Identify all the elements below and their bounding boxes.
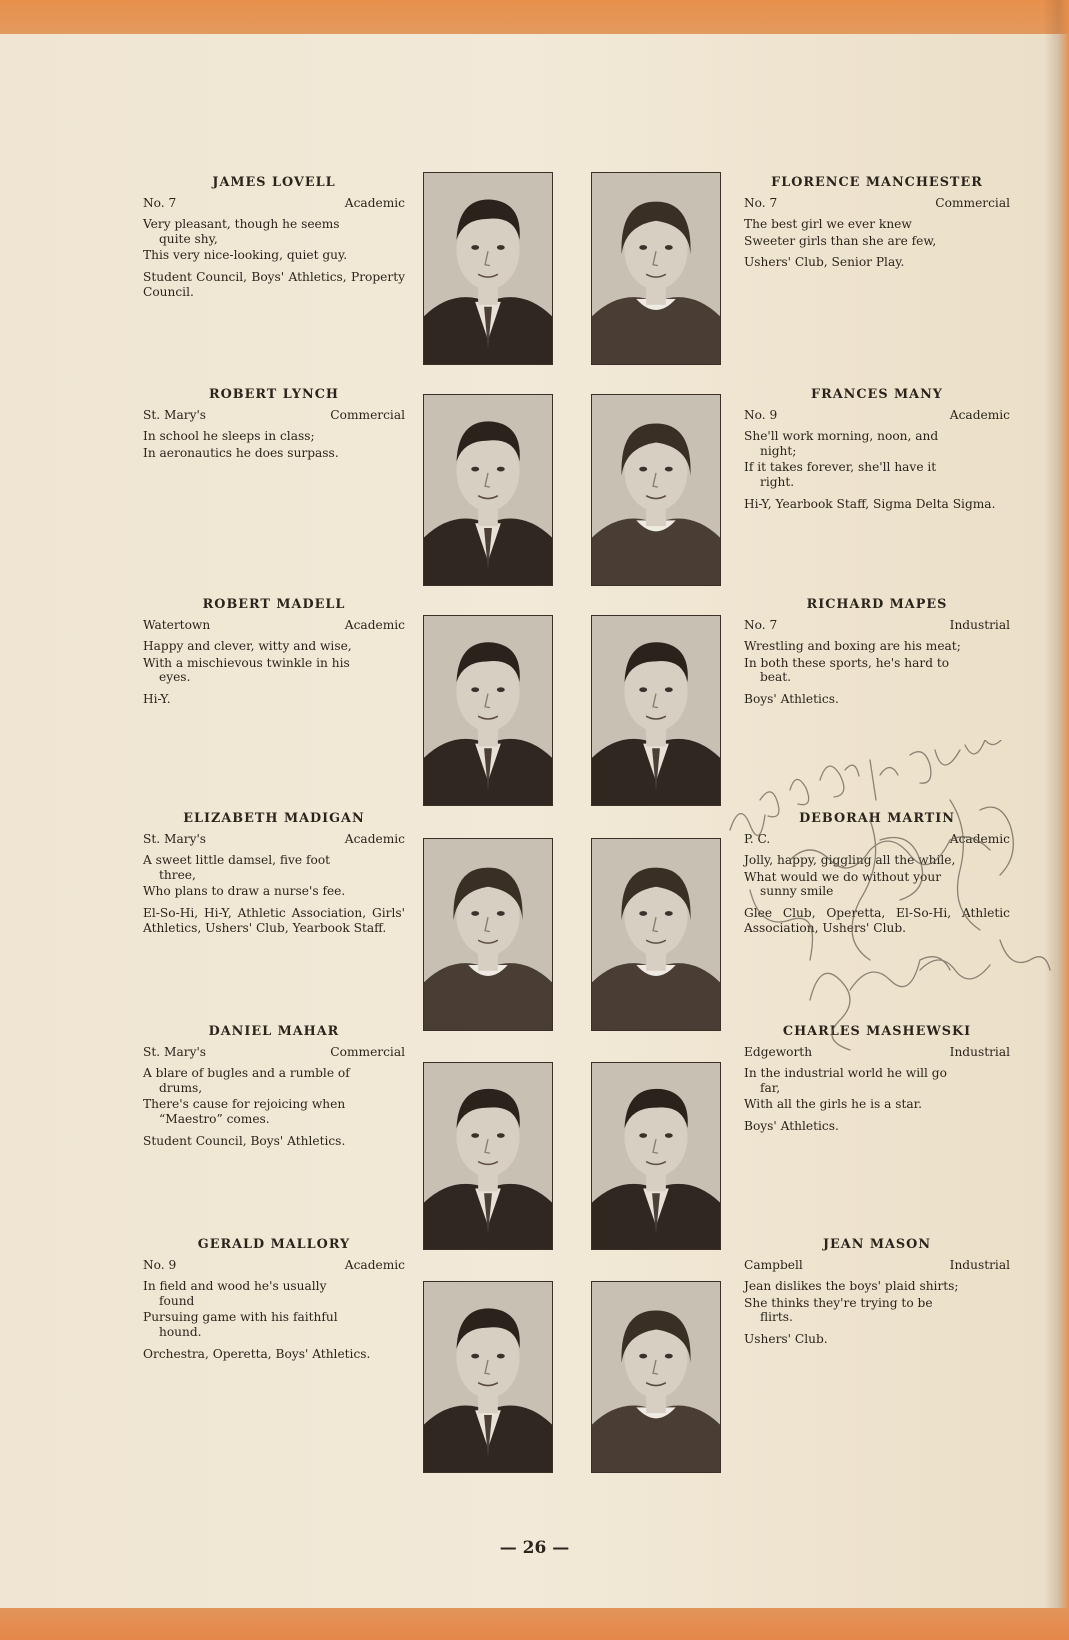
school-course-line (143, 618, 405, 633)
student-activities: Orchestra, Operetta, Boys' Athletics. (143, 1346, 371, 1361)
student-course: Industrial (949, 617, 1010, 632)
verse-line (143, 853, 405, 882)
senior-entry (744, 176, 1010, 270)
verse-continuation: drums, (159, 1080, 203, 1095)
student-name: RICHARD MAPES (806, 597, 948, 612)
student-name: JAMES LOVELL (212, 175, 336, 190)
student-activities: Ushers' Club. (744, 1331, 828, 1346)
student-portrait (591, 615, 721, 806)
student-course: Academic (949, 831, 1010, 846)
student-name: JEAN MASON (822, 1237, 932, 1252)
verse-line (143, 429, 405, 444)
verse-line (143, 1097, 405, 1126)
school-course-line (744, 618, 1010, 633)
verse-text: Sweeter girls than she are few, (744, 233, 937, 248)
student-course: Industrial (949, 1044, 1010, 1059)
student-school: Edgeworth (744, 1044, 813, 1059)
student-school: No. 9 (744, 407, 778, 422)
student-name: FRANCES MANY (811, 387, 943, 402)
student-portrait (591, 394, 721, 586)
student-course: Academic (344, 831, 405, 846)
verse-line (744, 639, 1010, 654)
verse-continuation: eyes. (159, 670, 191, 685)
student-name: CHARLES MASHEWSKI (782, 1024, 972, 1039)
student-portrait (423, 615, 553, 806)
student-portrait (423, 172, 553, 365)
senior-entry (744, 598, 1010, 707)
student-portrait (591, 172, 721, 365)
verse-continuation: quite shy, (159, 231, 218, 246)
student-activities: Glee Club, Operetta, El-So-Hi, Athletic Association, Ushers' Club. (744, 905, 1010, 935)
verse-line (143, 1066, 405, 1095)
verse-line (744, 1279, 1010, 1294)
school-course-line (744, 1258, 1010, 1273)
student-name: DEBORAH MARTIN (799, 811, 955, 826)
school-course-line (744, 1045, 1010, 1060)
student-portrait (591, 1062, 721, 1250)
verse-continuation: sunny smile (760, 884, 834, 899)
senior-entry (143, 812, 405, 935)
verse-continuation: found (159, 1293, 195, 1308)
verse-line (744, 460, 1010, 489)
verse-text: The best girl we ever knew (744, 217, 912, 232)
portrait-photo-svg (592, 173, 720, 364)
student-school: No. 7 (143, 195, 177, 210)
student-activities: Student Council, Boys' Athletics. (143, 1133, 346, 1148)
verse-line (744, 656, 1010, 685)
verse-text: What would we do without your (744, 869, 942, 884)
verse-line (143, 884, 405, 899)
page-number: — 26 — (499, 1538, 570, 1558)
verse-line (143, 217, 405, 246)
student-school: Watertown (143, 617, 211, 632)
verse-text: In aeronautics he does surpass. (143, 445, 339, 460)
bottom-orange-band (0, 1608, 1069, 1640)
verse-text: Pursuing game with his faithful (143, 1310, 338, 1325)
verse-text: She thinks they're trying to be (744, 1295, 933, 1310)
student-school: P. C. (744, 831, 771, 846)
portrait-photo-svg (592, 1282, 720, 1472)
student-course: Industrial (949, 1257, 1010, 1272)
portrait-photo-svg (592, 1063, 720, 1249)
verse-continuation: three, (159, 867, 196, 882)
student-course: Academic (344, 617, 405, 632)
verse-text: Very pleasant, though he seems (143, 217, 340, 232)
verse-text: In school he sleeps in class; (143, 429, 315, 444)
portrait-photo-svg (592, 839, 720, 1030)
school-course-line (143, 832, 405, 847)
student-portrait (423, 1281, 553, 1473)
verse-text: With a mischievous twinkle in his (143, 655, 350, 670)
student-course: Academic (344, 195, 405, 210)
student-school: St. Mary's (143, 1044, 207, 1059)
verse-text: In both these sports, he's hard to (744, 655, 950, 670)
portrait-photo-svg (424, 616, 552, 805)
student-activities: Ushers' Club, Senior Play. (744, 255, 905, 270)
verse-continuation: far, (760, 1080, 781, 1095)
student-school: Campbell (744, 1257, 803, 1272)
student-name: ROBERT MADELL (202, 597, 346, 612)
portrait-photo-svg (424, 173, 552, 364)
verse-line (143, 1279, 405, 1308)
student-activities: Hi-Y. (143, 691, 171, 706)
student-school: No. 7 (744, 195, 778, 210)
student-activities: El-So-Hi, Hi-Y, Athletic Association, Girls' Athletics, Ushers' Club, Yearbook Staff. (143, 905, 405, 935)
verse-line (744, 870, 1010, 899)
portrait-photo-svg (424, 839, 552, 1030)
verse-text: Jolly, happy, giggling all the while, (744, 853, 956, 868)
portrait-photo-svg (592, 395, 720, 585)
student-activities: Boys' Athletics. (744, 691, 839, 706)
school-course-line (143, 1258, 405, 1273)
verse-continuation: hound. (159, 1324, 202, 1339)
student-school: No. 7 (744, 617, 778, 632)
verse-line (744, 1296, 1010, 1325)
school-course-line (143, 408, 405, 423)
verse-line (143, 446, 405, 461)
page-spine-shadow (1043, 0, 1069, 1640)
student-name: ELIZABETH MADIGAN (183, 811, 365, 826)
student-course: Commercial (330, 407, 405, 422)
verse-line (143, 248, 405, 263)
student-course: Academic (949, 407, 1010, 422)
verse-line (744, 429, 1010, 458)
verse-text: Jean dislikes the boys' plaid shirts; (744, 1279, 959, 1294)
verse-text: This very nice-looking, quiet guy. (143, 248, 348, 263)
portrait-photo-svg (424, 1063, 552, 1249)
verse-text: With all the girls he is a star. (744, 1097, 923, 1112)
verse-text: A blare of bugles and a rumble of (143, 1066, 350, 1081)
verse-continuation: night; (760, 443, 797, 458)
verse-line (744, 217, 1010, 232)
verse-text: A sweet little damsel, five foot (143, 853, 331, 868)
portrait-photo-svg (592, 616, 720, 805)
verse-continuation: “Maestro” comes. (159, 1111, 270, 1126)
senior-entry (143, 388, 405, 467)
student-school: St. Mary's (143, 407, 207, 422)
verse-line (143, 1310, 405, 1339)
verse-line (744, 1097, 1010, 1112)
verse-text: She'll work morning, noon, and (744, 429, 939, 444)
verse-text: There's cause for rejoicing when (143, 1097, 346, 1112)
verse-continuation: beat. (760, 670, 792, 685)
senior-entry (143, 1025, 405, 1148)
verse-text: Who plans to draw a nurse's fee. (143, 884, 346, 899)
verse-line (143, 656, 405, 685)
student-course: Academic (344, 1257, 405, 1272)
student-name: ROBERT LYNCH (208, 387, 340, 402)
school-course-line (744, 196, 1010, 211)
student-course: Commercial (330, 1044, 405, 1059)
verse-line (143, 639, 405, 654)
student-name: DANIEL MAHAR (208, 1024, 340, 1039)
student-portrait (591, 1281, 721, 1473)
school-course-line (143, 1045, 405, 1060)
student-portrait (423, 394, 553, 586)
verse-text: Wrestling and boxing are his meat; (744, 639, 961, 654)
student-school: St. Mary's (143, 831, 207, 846)
portrait-photo-svg (424, 395, 552, 585)
verse-line (744, 234, 1010, 249)
student-activities: Student Council, Boys' Athletics, Property Council. (143, 269, 405, 299)
student-name: FLORENCE MANCHESTER (771, 175, 983, 190)
portrait-photo-svg (424, 1282, 552, 1472)
student-activities: Boys' Athletics. (744, 1118, 839, 1133)
student-name: GERALD MALLORY (197, 1237, 351, 1252)
student-course: Commercial (935, 195, 1010, 210)
student-portrait (423, 1062, 553, 1250)
verse-text: If it takes forever, she'll have it (744, 460, 937, 475)
verse-text: Happy and clever, witty and wise, (143, 639, 352, 654)
senior-entry (744, 812, 1010, 935)
senior-entry (744, 1238, 1010, 1347)
school-course-line (143, 196, 405, 211)
school-course-line (744, 832, 1010, 847)
student-portrait (591, 838, 721, 1031)
verse-continuation: right. (760, 474, 795, 489)
verse-line (744, 853, 1010, 868)
school-course-line (744, 408, 1010, 423)
top-orange-band (0, 0, 1069, 34)
senior-entry (143, 1238, 405, 1361)
student-activities: Hi-Y, Yearbook Staff, Sigma Delta Sigma. (744, 496, 996, 511)
verse-continuation: flirts. (760, 1310, 793, 1325)
verse-line (744, 1066, 1010, 1095)
student-school: No. 9 (143, 1257, 177, 1272)
senior-entry (744, 388, 1010, 511)
senior-entry (143, 598, 405, 707)
senior-entry (143, 176, 405, 299)
verse-text: In field and wood he's usually (143, 1279, 327, 1294)
student-portrait (423, 838, 553, 1031)
verse-text: In the industrial world he will go (744, 1066, 947, 1081)
senior-entry (744, 1025, 1010, 1134)
